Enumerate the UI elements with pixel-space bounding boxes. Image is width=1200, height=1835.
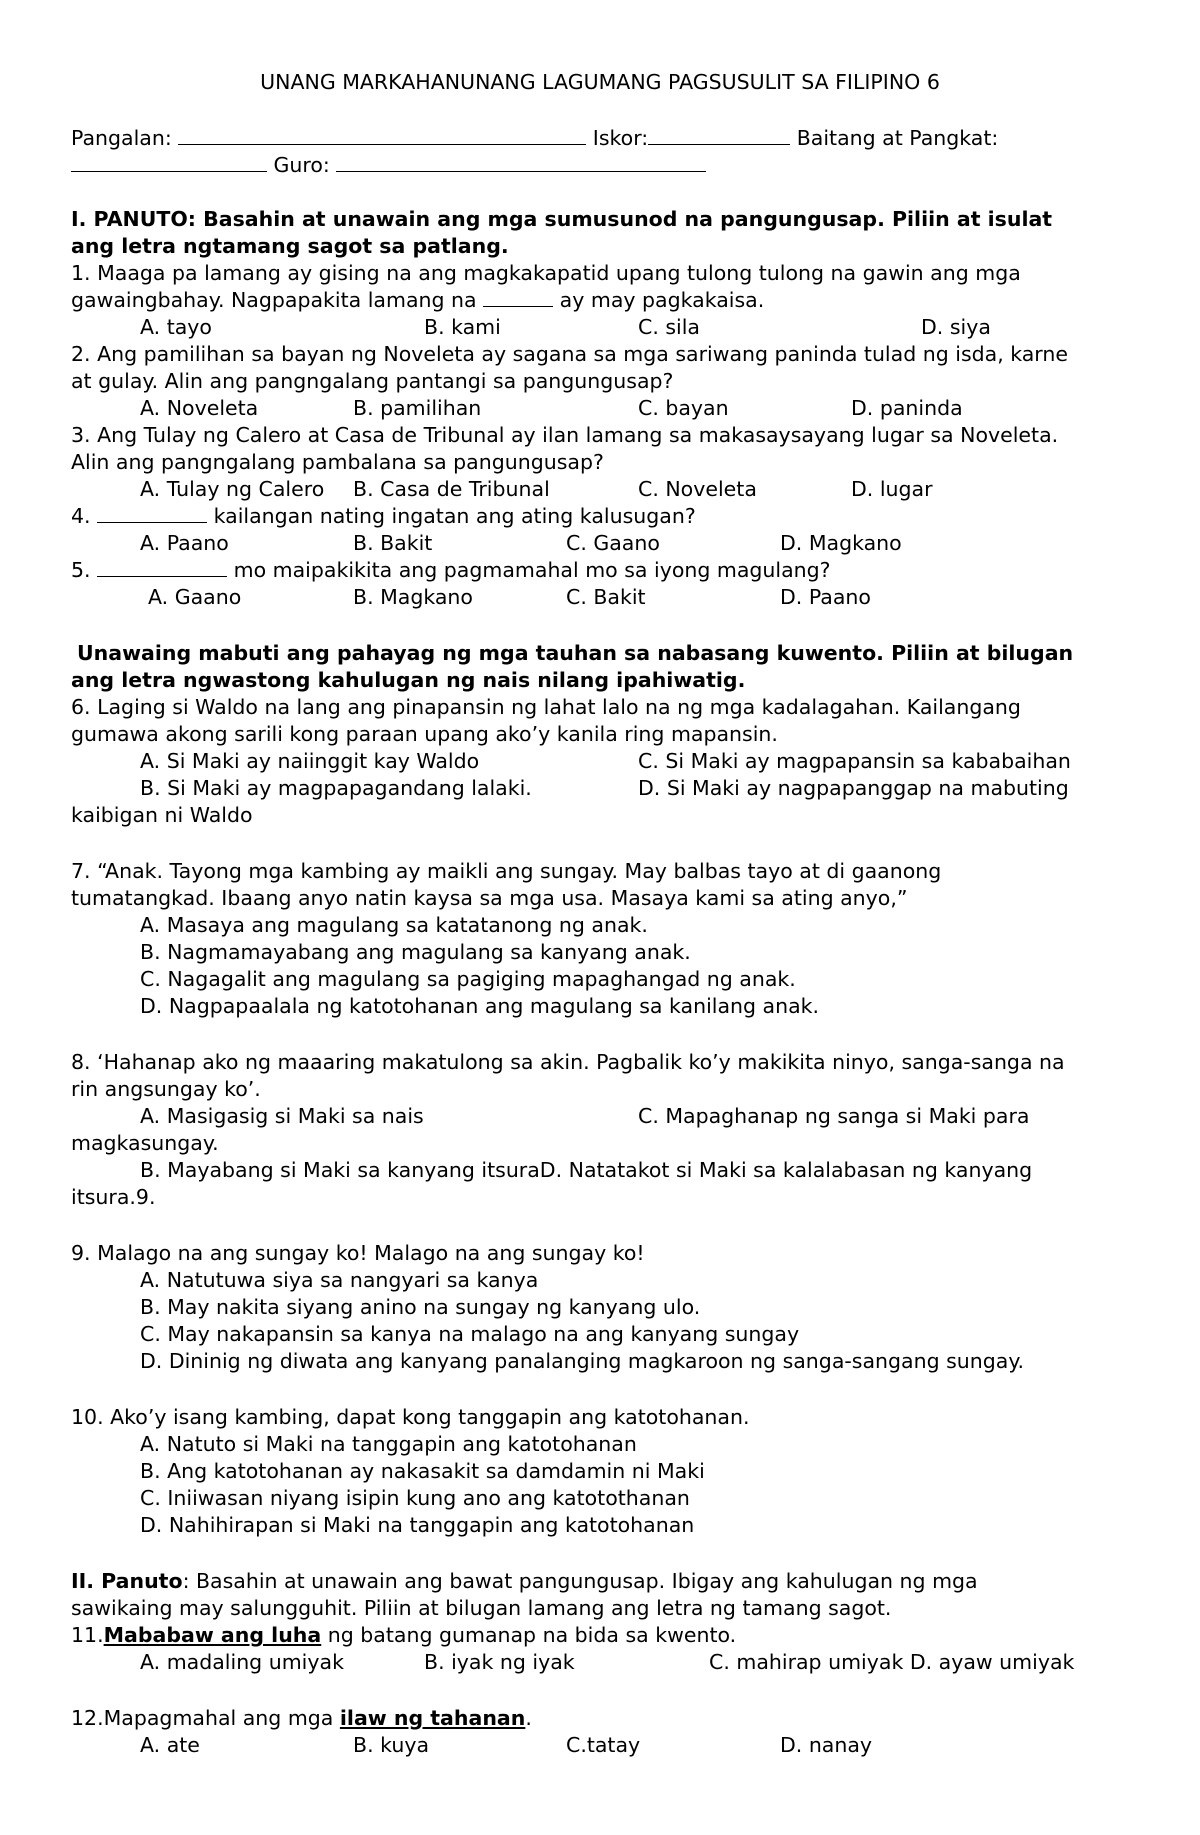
score-label: Iskor: [592,126,649,150]
part1-instruction-line1: I. PANUTO: Basahin at unawain ang mga sumusunod na pangungusap. Piliin at isulat [71,207,1053,231]
grade-label: Baitang at Pangkat: [796,126,999,150]
q9-option-c[interactable]: C. May nakapansin sa kanya na malago na ang kanyang sungay [140,1322,800,1346]
q4-blank[interactable] [97,504,207,523]
q3-line2: Alin ang pangngalang pambalana sa pangungusap? [71,450,604,474]
q5-option-b[interactable]: B. Magkano [353,585,473,609]
q10-line1: 10. Ako’y isang kambing, dapat kong tanggapin ang katotohanan. [71,1405,750,1429]
q8-option-a[interactable]: A. Masigasig si Maki sa nais [140,1104,424,1128]
q11-option-c-d[interactable]: C. mahirap umiyak D. ayaw umiyak [709,1650,1075,1674]
q10-option-c[interactable]: C. Iniiwasan niyang isipin kung ano ang katotothanan [140,1486,690,1510]
q2-option-d[interactable]: D. paninda [851,396,963,420]
q6-line1: 6. Laging si Waldo na lang ang pinapansin ng lahat lalo na ng mga kadalagahan. Kailangang [71,695,1021,719]
q1-line2-a: gawaingbahay. Nagpapakita lamang na [71,288,477,312]
q7-line2: tumatangkad. Ibaang anyo natin kaysa sa mga usa. Masaya kami sa ating anyo,” [71,886,908,910]
part2-label: II. Panuto [71,1569,183,1593]
q5-option-c[interactable]: C. Bakit [566,585,646,609]
q6-option-b[interactable]: B. Si Maki ay magpapagandang lalaki. [140,776,532,800]
header-line-1 [71,125,998,152]
q4-text: kailangan nating ingatan ang ating kalusugan? [213,504,696,528]
q3-option-d[interactable]: D. lugar [851,477,933,501]
q8-option-c-cont: magkasungay. [71,1131,219,1155]
teacher-label: Guro: [273,153,330,177]
q11-option-b[interactable]: B. iyak ng iyak [424,1650,575,1674]
q4-option-b[interactable]: B. Bakit [353,531,433,555]
q12-post: . [525,1706,532,1730]
score-blank[interactable] [648,126,790,145]
q4-option-a[interactable]: A. Paano [140,531,229,555]
q12-idiom: ilaw ng tahanan [339,1706,526,1730]
q5-line [71,557,831,584]
q8-option-c[interactable]: C. Mapaghanap ng sanga si Maki para [638,1104,1030,1128]
part1-instruction-line2: ang letra ngtamang sagot sa patlang. [71,234,509,258]
q10-option-d[interactable]: D. Nahihirapan si Maki na tanggapin ang katotohanan [140,1513,695,1537]
q8-option-d-cont: itsura.9. [71,1185,156,1209]
q5-option-a[interactable]: A. Gaano [148,585,242,609]
q2-line1: 2. Ang pamilihan sa bayan ng Noveleta ay sagana sa mga sariwang paninda tulad ng isda, karne [71,342,1068,366]
q9-option-d[interactable]: D. Dininig ng diwata ang kanyang panalanging magkaroon ng sanga-sangang sungay. [140,1349,1025,1373]
teacher-blank[interactable] [336,153,706,172]
q6-option-d-cont: kaibigan ni Waldo [71,803,253,827]
q3-option-b[interactable]: B. Casa de Tribunal [353,477,550,501]
q11-idiom: Mababaw ang luha [103,1623,322,1647]
q9-option-a[interactable]: A. Natutuwa siya sa nangyari sa kanya [140,1268,539,1292]
part1b-instruction-line2: ang letra ngwastong kahulugan ng nais nilang ipahiwatig. [71,668,746,692]
name-label: Pangalan: [71,126,172,150]
q12-option-a[interactable]: A. ate [140,1733,200,1757]
q1-option-b[interactable]: B. kami [424,315,501,339]
q1-option-a[interactable]: A. tayo [140,315,212,339]
q12-option-b[interactable]: B. kuya [353,1733,430,1757]
header-line-2 [71,152,706,179]
q6-option-d[interactable]: D. Si Maki ay nagpapanggap na mabuting [638,776,1069,800]
q6-line2: gumawa akong sarili kong paraan upang ako’y kanila ring mapansin. [71,722,778,746]
q5-blank[interactable] [97,558,227,577]
q11-line [71,1622,736,1649]
q11-number: 11. [71,1623,104,1647]
name-blank[interactable] [178,126,586,145]
q7-line1: 7. “Anak. Tayong mga kambing ay maikli ang sungay. May balbas tayo at di gaanong [71,859,942,883]
q6-option-a[interactable]: A. Si Maki ay naiinggit kay Waldo [140,749,480,773]
q9-option-b[interactable]: B. May nakita siyang anino na sungay ng kanyang ulo. [140,1295,701,1319]
q8-line2: rin angsungay ko’. [71,1077,261,1101]
q12-line [71,1705,532,1732]
q10-option-a[interactable]: A. Natuto si Maki na tanggapin ang katotohanan [140,1432,637,1456]
q9-line1: 9. Malago na ang sungay ko! Malago na ang sungay ko! [71,1241,645,1265]
q2-option-b[interactable]: B. pamilihan [353,396,482,420]
q12-option-c[interactable]: C.tatay [566,1733,641,1757]
q5-number: 5. [71,558,91,582]
q7-option-c[interactable]: C. Nagagalit ang magulang sa pagiging mapaghangad ng anak. [140,967,796,991]
q2-option-a[interactable]: A. Noveleta [140,396,259,420]
q8-option-b-d[interactable]: B. Mayabang si Maki sa kanyang itsuraD. Natatakot si Maki sa kalalabasan ng kanyang [140,1158,1033,1182]
part2-instruction-line2: sawikaing may salungguhit. Piliin at bilugan lamang ang letra ng tamang sagot. [71,1596,892,1620]
q1-option-d[interactable]: D. siya [921,315,991,339]
q3-option-c[interactable]: C. Noveleta [638,477,757,501]
exam-title: UNANG MARKAHANUNANG LAGUMANG PAGSUSULIT SA FILIPINO 6 [260,70,940,94]
q5-option-d[interactable]: D. Paano [780,585,871,609]
q3-option-a[interactable]: A. Tulay ng Calero [140,477,325,501]
part1b-instruction-line1: Unawaing mabuti ang pahayag ng mga tauhan sa nabasang kuwento. Piliin at bilugan [77,641,1074,665]
q1-blank[interactable] [483,288,553,307]
q1-line2 [71,287,764,314]
q4-line [71,503,696,530]
q6-option-c[interactable]: C. Si Maki ay magpapansin sa kababaihan [638,749,1071,773]
q2-line2: at gulay. Alin ang pangngalang pantangi sa pangungusap? [71,369,674,393]
part2-text-1: : Basahin at unawain ang bawat pangungusap. Ibigay ang kahulugan ng mga [182,1569,978,1593]
grade-blank[interactable] [71,153,267,172]
q11-rest: ng batang gumanap na bida sa kwento. [321,1623,737,1647]
q7-option-a[interactable]: A. Masaya ang magulang sa katatanong ng anak. [140,913,648,937]
q1-line1: 1. Maaga pa lamang ay gising na ang magkakapatid upang tulong tulong na gawin ang mga [71,261,1021,285]
q7-option-b[interactable]: B. Nagmamayabang ang magulang sa kanyang anak. [140,940,691,964]
q5-text: mo maipakikita ang pagmamahal mo sa iyong magulang? [233,558,831,582]
q4-option-d[interactable]: D. Magkano [780,531,902,555]
q12-option-d[interactable]: D. nanay [780,1733,873,1757]
q1-line2-b: ay may pagkakaisa. [559,288,765,312]
q2-option-c[interactable]: C. bayan [638,396,729,420]
q10-option-b[interactable]: B. Ang katotohanan ay nakasakit sa damdamin ni Maki [140,1459,705,1483]
q1-option-c[interactable]: C. sila [638,315,700,339]
q7-option-d[interactable]: D. Nagpapaalala ng katotohanan ang magulang sa kanilang anak. [140,994,820,1018]
q11-option-a[interactable]: A. madaling umiyak [140,1650,344,1674]
q3-line1: 3. Ang Tulay ng Calero at Casa de Tribunal ay ilan lamang sa makasaysayang lugar sa Noveleta. [71,423,1059,447]
part2-instruction-line1 [71,1568,978,1595]
q8-line1: 8. ‘Hahanap ako ng maaaring makatulong sa akin. Pagbalik ko’y makikita ninyo, sanga-sanga na [71,1050,1065,1074]
q12-pre: 12.Mapagmahal ang mga [71,1706,340,1730]
q4-option-c[interactable]: C. Gaano [566,531,660,555]
q4-number: 4. [71,504,91,528]
